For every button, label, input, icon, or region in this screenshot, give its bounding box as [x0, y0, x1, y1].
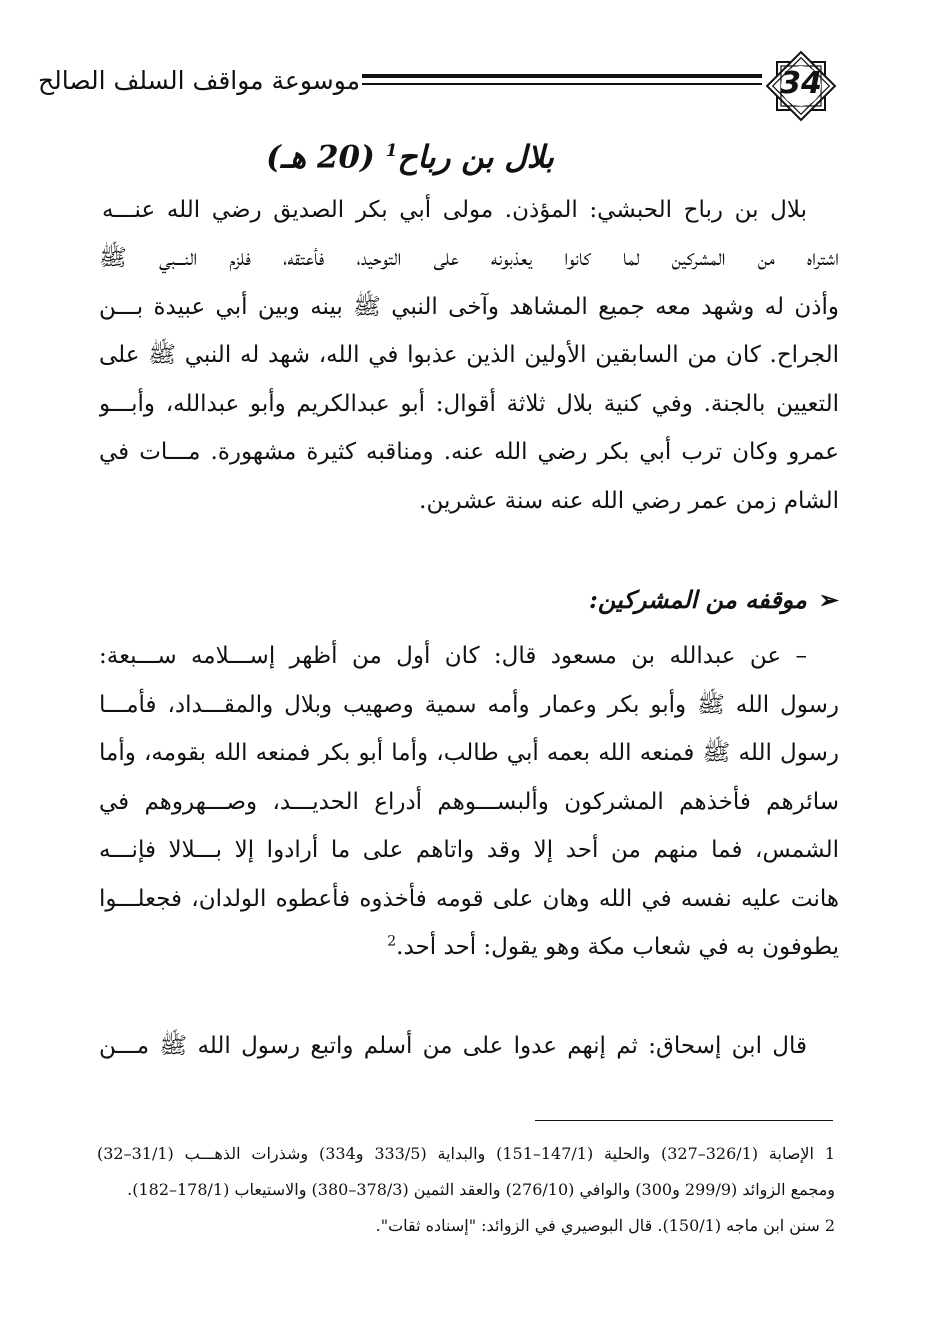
entry-heading	[200, 126, 620, 176]
section-heading	[99, 576, 839, 624]
footnote-line: 2 سنن ابن ماجه (150/1). قال البوصيري في الزوائد: "إسناده ثقات".	[375, 1216, 835, 1235]
bio-line: وأذن له وشهد معه جميع المشاهد وآخى النبي ﷺ بينه وبين أبي عبيدة بـــن	[99, 294, 839, 320]
bio-line: التعيين بالجنة. وفي كنية بلال ثلاثة أقوال: أبو عبدالكريم وأبو عبدالله، وأبـــو	[99, 391, 839, 417]
bio-line: عمرو وكان ترب أبي بكر رضي الله عنه. ومناقبه كثيرة مشهورة. مـــات في	[99, 439, 839, 465]
narration-line: رسول الله ﷺ فمنعه الله بعمه أبي طالب، وأما أبو بكر فمنعه الله بقومه، وأما	[99, 740, 839, 766]
page-header	[37, 55, 850, 130]
bio-line: اشتراه من المشركين لما كانوا يعذبونه على التوحيد، فأعتقه، فلزم النـــبي ﷺ	[99, 245, 839, 271]
section-title: موقفه من المشركين:	[589, 585, 807, 614]
paragraph-line: قال ابن إسحاق: ثم إنهم عدوا على من أسلم واتبع رسول الله ﷺ مـــن	[99, 1033, 807, 1059]
footnote-separator	[535, 1120, 833, 1121]
header-rule-thick	[362, 74, 762, 78]
narration-last-text: يطوفون به في شعاب مكة وهو يقول: أحد أحد.	[396, 934, 839, 960]
heading-title: بلال بن رباح	[397, 139, 554, 176]
heading-date: (20 هـ)	[266, 139, 375, 176]
bio-line: الشام زمن عمر رضي الله عنه سنة عشرين.	[419, 488, 839, 514]
footnote-line: ومجمع الزوائد (299/9 و300) والوافي (276/10) والعقد الثمين (378/3–380) والاستيعاب (178/1–182).	[127, 1180, 835, 1199]
arrow-bullet-icon: ➢	[818, 585, 839, 614]
narration-line: هانت عليه نفسه في الله وهان على قومه فأخذوه فأعطوه الولدان، فجعلـــوا	[99, 886, 839, 912]
bio-line: بلال بن رباح الحبشي: المؤذن. مولى أبي بكر الصديق رضي الله عنـــه	[102, 197, 807, 223]
narration-line: الشمس، فما منهم من أحد إلا وقد واتاهم على ما أرادوا إلا بـــلالا فإنـــه	[99, 837, 839, 863]
page-number-badge	[762, 47, 840, 125]
header-rule-thin	[362, 83, 762, 85]
narration-line: سائرهم فأخذهم المشركون وألبســـوهم أدراع الحديـــد، وصـــهروهم في	[99, 789, 839, 815]
book-title: موسوعة مواقف السلف الصالح	[37, 66, 360, 95]
heading-footnote-ref: 1	[385, 141, 398, 161]
narration-line: – عن عبدالله بن مسعود قال: كان أول من أظهر إســـلامه ســـبعة:	[99, 643, 807, 669]
footnote-line: 1 الإصابة (326/1–327) والحلية (147/1–151) والبداية (333/5 و334) وشذرات الذهـــب (31/1–32)	[97, 1144, 835, 1163]
narration-line	[99, 923, 839, 971]
bio-line: الجراح. كان من السابقين الأولين الذين عذبوا في الله، شهد له النبي ﷺ على	[99, 342, 839, 368]
page-number: 34	[780, 66, 822, 101]
narration-line: رسول الله ﷺ وأبو بكر وعمار وأمه سمية وصهيب وبلال والمقـــداد، فأمـــا	[99, 692, 839, 718]
narration-footnote-ref: 2	[387, 933, 397, 950]
